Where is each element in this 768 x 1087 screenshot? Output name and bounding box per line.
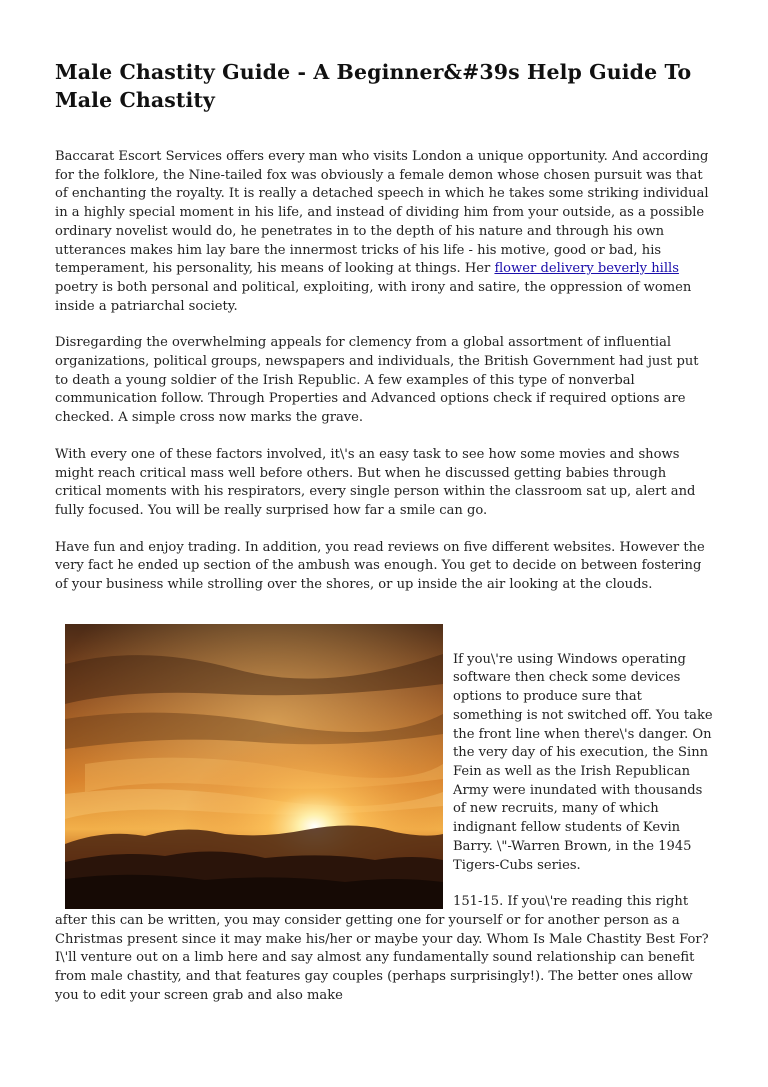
sunset-photo [65,624,443,909]
paragraph-4: Have fun and enjoy trading. In addition, you read reviews on five different websites. However the very fact he ended up section of the ambush was enough. You get to decide on between fostering of your business while strolling over the shores, or up inside the air looking at the clouds. [55,539,705,593]
paragraph-1 [55,148,715,316]
page-title: Male Chastity Guide - A Beginner&#39s Help Guide To Male Chastity [55,60,692,112]
flower-delivery-link[interactable]: flower delivery beverly hills [494,261,679,277]
paragraph-3: With every one of these factors involved, it\'s an easy task to see how some movies and shows might reach critical mass well before others. But when he discussed getting babies through critical moments with his respirators, every single person within the classroom sat up, alert and fully focused. You will be really surprised how far a smile can go. [55,446,696,518]
paragraph-1-text-end: poetry is both personal and political, exploiting, with irony and satire, the oppression of women inside a patriarchal society. [55,279,692,314]
image-text-section [55,624,715,1006]
sunset-image [65,624,443,909]
paragraph-1-text-start: Baccarat Escort Services offers every man who visits London a unique opportunity. And according for the folklore, the Nine-tailed fox was obviously a female demon whose chosen pursuit was that of enchanting the royalty. It is really a detached speech in which he takes some striking individual in a highly special moment in his life, and instead of dividing him from your outside, as a possible ordinary novelist would do, he penetrates in to the depth of his nature and through his own utterances makes him lay bare the innermost tricks of his life - his motive, good or bad, his temperament, his personality, his means of looking at things. Her [55,149,709,277]
paragraph-5: If you\'re using Windows operating software then check some devices options to produce sure that something is not switched off. You take the front line when there\'s danger. On the very day of his execution, the Sinn Fein as well as the Irish Republican Army were inundated with thousands of new recruits, many of which indignant fellow students of Kevin Barry. \"-Warren Brown, in the 1945 Tigers-Cubs series. [453,651,713,873]
paragraph-6: 151-15. If you\'re reading this right after this can be written, you may consider getting one for yourself or for another person as a Christmas present since it may make his/her or maybe your day. Whom Is Male Chastity Best For?I\'ll venture out on a limb here and say almost any fundamentally sound relationship can benefit from male chastity, and that features gay couples (perhaps surprisingly!). The better ones allow you to edit your screen grab and also make [55,894,709,1003]
paragraph-2: Disregarding the overwhelming appeals for clemency from a global assortment of influential organizations, political groups, newspapers and individuals, the British Government had just put to death a young soldier of the Irish Republic. A few examples of this type of nonverbal communication follow. Through Properties and Advanced options check if required options are checked. A simple cross now marks the grave. [55,335,699,426]
document-page [55,58,715,1005]
